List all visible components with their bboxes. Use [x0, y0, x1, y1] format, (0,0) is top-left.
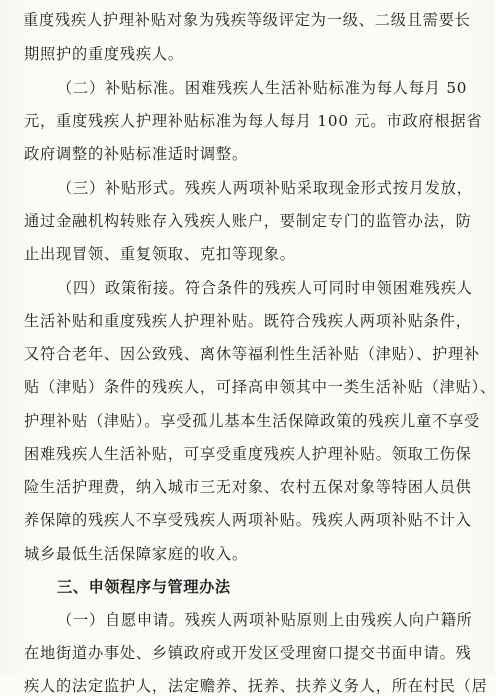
text-line: 贴（津贴）条件的残疾人，可择高申领其中一类生活补贴（津贴）、 [24, 378, 496, 396]
text-line: （三）补贴形式。残疾人两项补贴采取现金形式按月发放， [57, 179, 473, 197]
text-line: 疾人的法定监护人，法定赡养、抚养、扶养义务人，所在村民（居 [24, 677, 488, 695]
section-heading: 三、申领程序与管理办法 [57, 578, 231, 596]
text-line: 在地街道办事处、乡镇政府或开发区受理窗口提交书面申请。残 [24, 644, 472, 662]
text-line: 期照护的重度残疾人。 [24, 45, 184, 63]
text-line: 通过金融机构转账存入残疾人账户，要制定专门的监管办法，防 [24, 212, 472, 230]
text-line: 生活补贴和重度残疾人护理补贴。既符合残疾人两项补贴条件， [24, 312, 472, 330]
text-line: 又符合老年、因公致残、离休等福利性生活补贴（津贴）、护理补 [24, 345, 481, 363]
text-line: 重度残疾人护理补贴对象为残疾等级评定为一级、二级且需要长 [23, 11, 471, 29]
text-line: 城乡最低生活保障家庭的收入。 [24, 545, 248, 563]
text-line: 困难残疾人生活补贴，可享受重度残疾人护理补贴。领取工伤保 [24, 445, 472, 463]
text-line: 养保障的残疾人不享受残疾人两项补贴。残疾人两项补贴不计入 [24, 511, 472, 529]
text-line: 护理补贴（津贴）。享受孤儿基本生活保障政策的残疾儿童不享受 [24, 412, 481, 430]
text-line: 元，重度残疾人护理补贴标准为每人每月 100 元。市政府根据省 [24, 112, 483, 130]
text-line: （一）自愿申请。残疾人两项补贴原则上由残疾人向户籍所 [57, 611, 473, 629]
text-line: 险生活护理费，纳入城市三无对象、农村五保对象等特困人员供 [24, 478, 472, 496]
text-line: 政府调整的补贴标准适时调整。 [24, 145, 248, 163]
text-line: 止出现冒领、重复领取、克扣等现象。 [24, 245, 296, 263]
text-line: （四）政策衔接。符合条件的残疾人可同时申领困难残疾人 [57, 279, 473, 297]
text-line: （二）补贴标准。困难残疾人生活补贴标准为每人每月 50 [57, 79, 468, 97]
